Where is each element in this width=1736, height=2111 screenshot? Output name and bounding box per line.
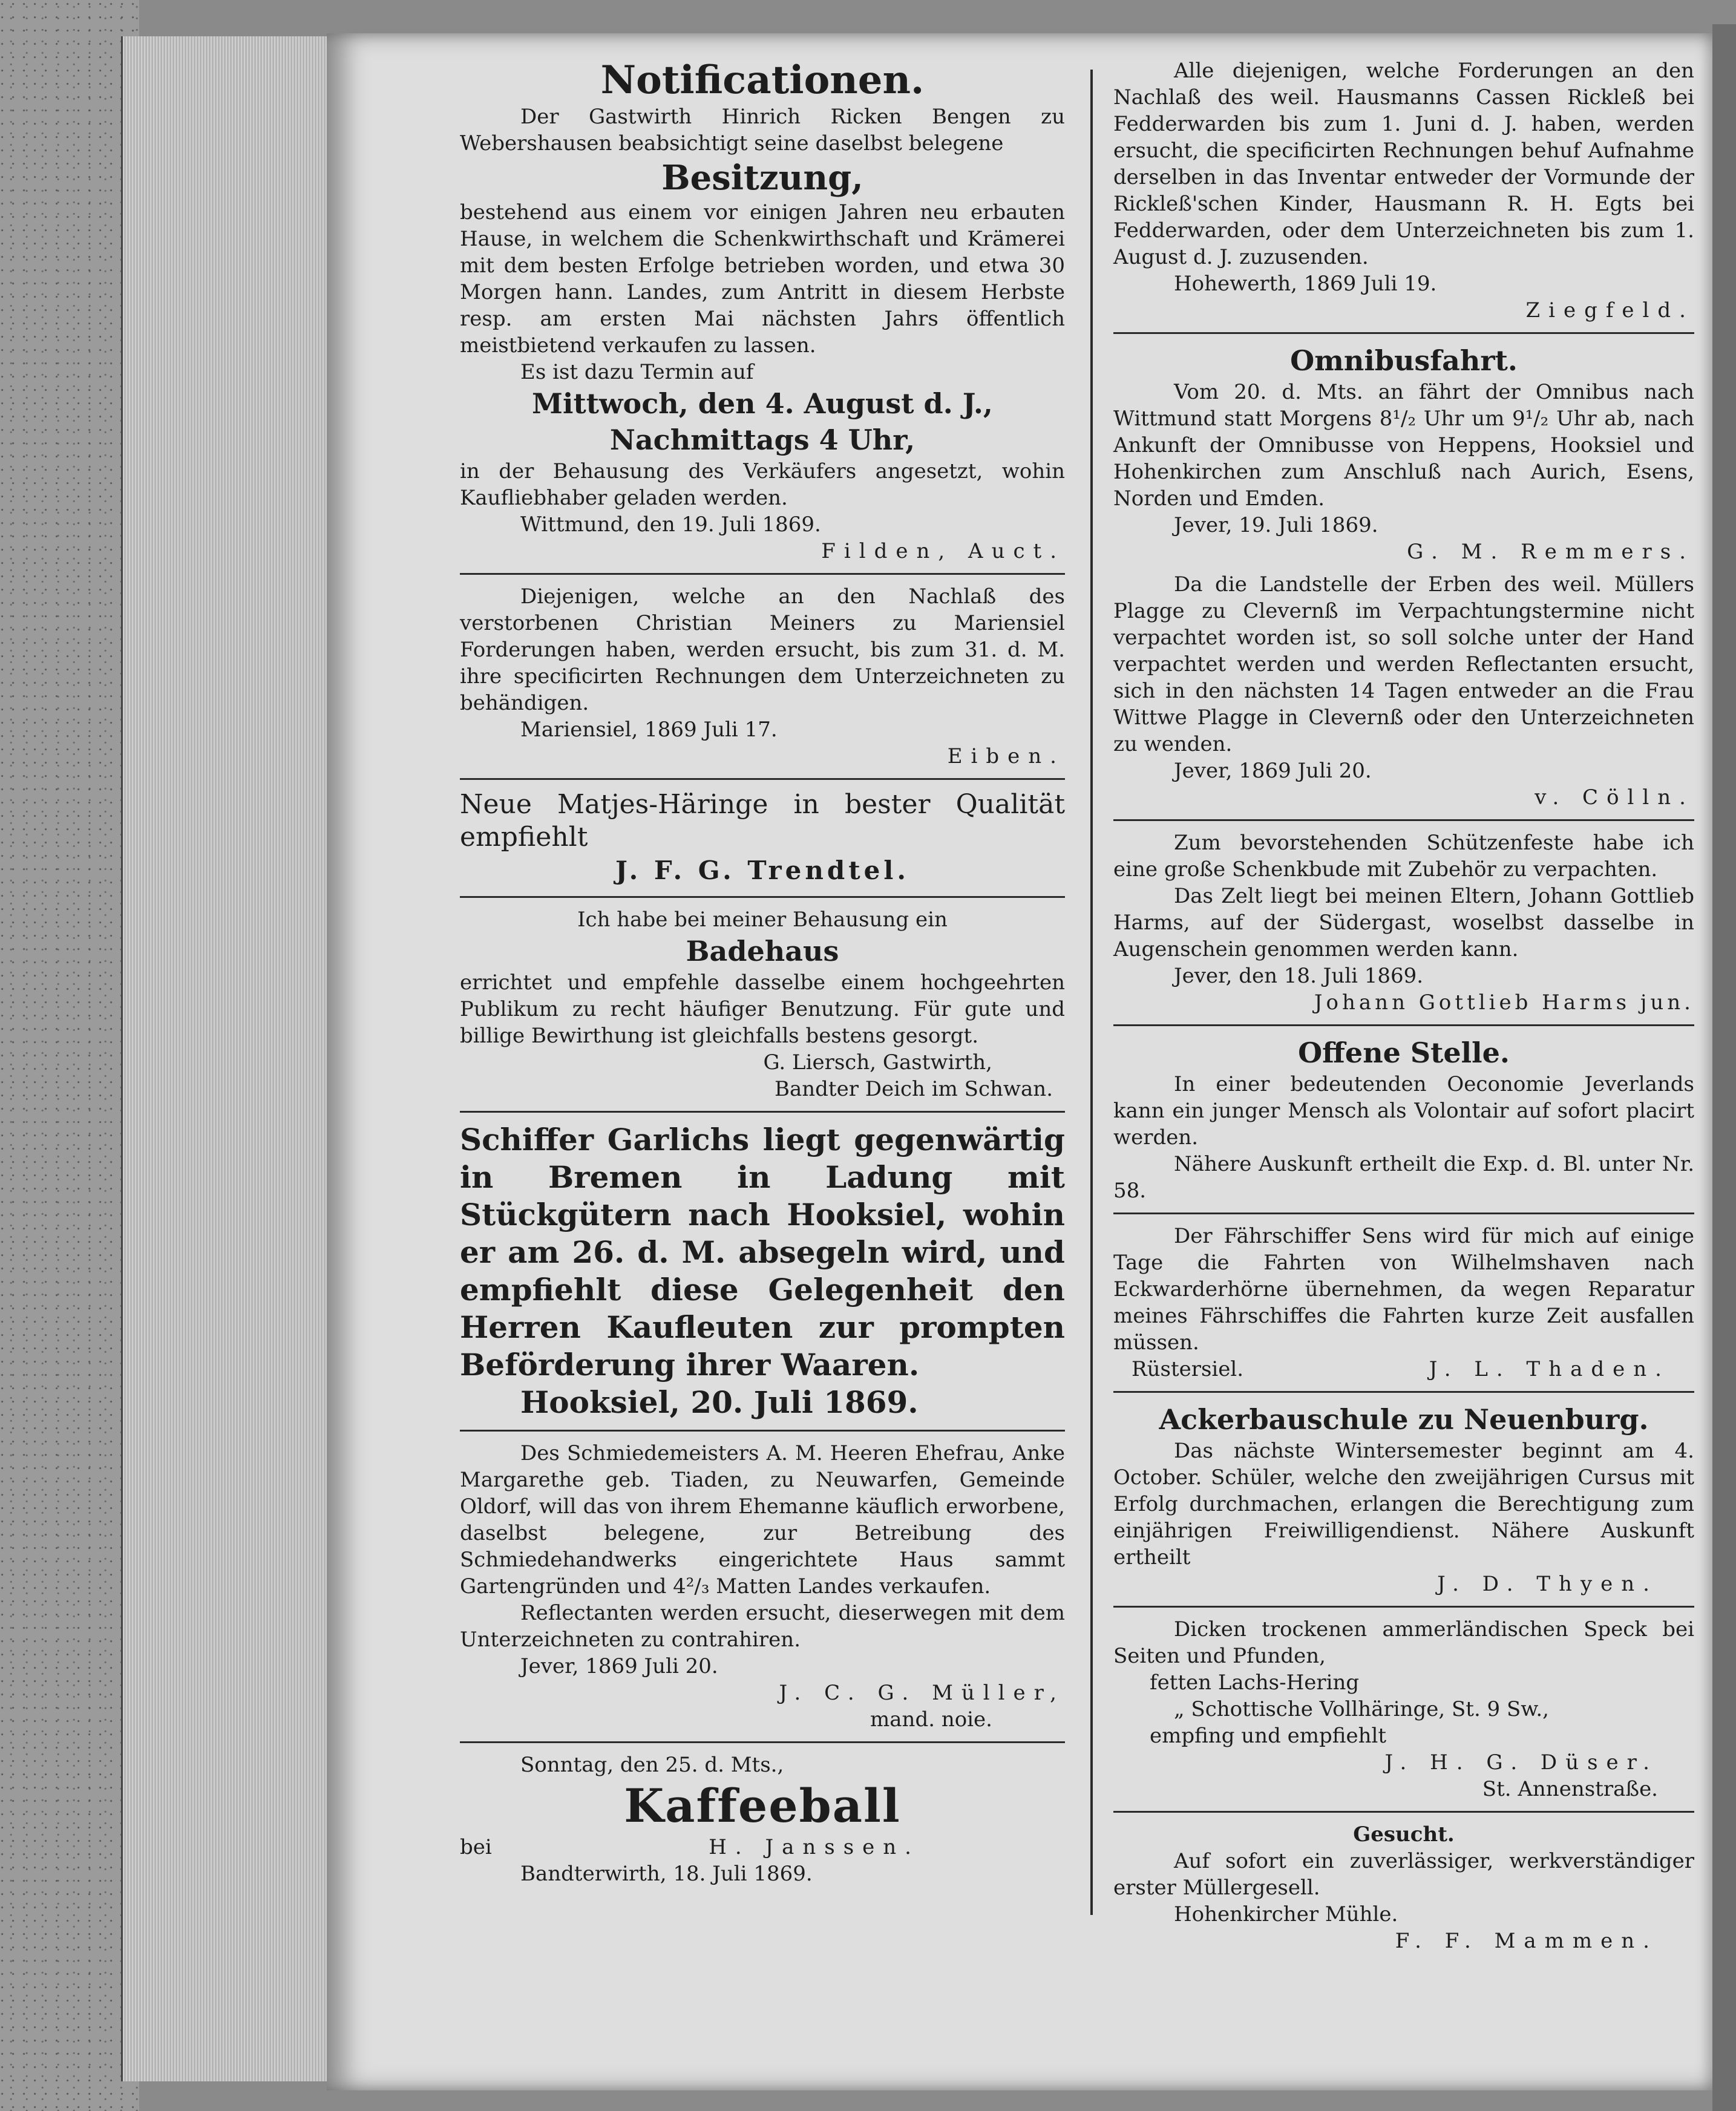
notice-body: Das nächste Wintersemester beginnt am 4. October. Schüler, welche den zweijährigen Cursus mit Erfolg durchmachen, erlangen die Berechtigung zum einjährigen Freiwilligendienst. Nähere Auskunft ertheilt [1113,1439,1694,1569]
notice-badehaus [460,906,1065,1102]
notice-intro: Sonntag, den 25. d. Mts., [520,1753,784,1777]
notice-schiffer [460,1121,1065,1421]
notice-item: „ Schottische Vollhäringe, St. 9 Sw., [1174,1697,1549,1721]
notice-ackerbauschule [1113,1401,1694,1597]
notice-dateline: Hohewerth, 1869 Juli 19. [1174,272,1437,296]
notice-body: bestehend aus einem vor einigen Jahren neu erbauten Hause, in welchem die Schenkwirthschaft und Krämerei mit dem besten Erfolge betrieben worden, und etwa 30 Morgen hann. Landes, zum Antritt in diesem Herbste resp. am ersten Mai nächsten Jahrs öffentlich meistbietend verkaufen zu lassen. [460,200,1065,358]
notice-signature-line [1113,1356,1694,1383]
notice-signature-address: Bandter Deich im Schwan. [775,1077,1053,1101]
divider [1113,819,1694,821]
notice-intro: Ich habe bei meiner Behausung ein [577,908,948,932]
notice-dateline: Bandterwirth, 18. Juli 1869. [520,1862,813,1886]
notice-body: Des Schmiedemeisters A. M. Heeren Ehefrau, Anke Margarethe geb. Tiaden, zu Neuwarfen, Gemeinde Oldorf, will das von ihrem Ehemanne käuflich erworbene, daselbst belegene, zur Betreibung des Schmiedehandwerks eingerichtete Haus sammt Gartengründen und 4²/₃ Matten Landes verkaufen. [460,1441,1065,1599]
notice-body: Diejenigen, welche an den Nachlaß des verstorbenen Christian Meiners zu Mariensiel Forderungen haben, werden ersucht, bis zum 31. d. M. ihre specificirten Rechnungen dem Unterzeichneten zu behändigen. [460,584,1065,715]
notice-heading: Ackerbauschule zu Neuenburg. [1159,1403,1649,1436]
notice-heading: Besitzung, [661,158,863,198]
notice-bei: bei [460,1835,492,1859]
notice-body: Auf sofort ein zuverlässiger, werkverständiger erster Müllergesell. [1113,1849,1694,1900]
divider [460,573,1065,575]
notice-place: Hohenkircher Mühle. [1174,1902,1398,1926]
notice-plagge [1113,571,1694,811]
notice-time: Nachmittags 4 Uhr, [609,424,915,456]
divider [460,1111,1065,1113]
notice-body: Alle diejenigen, welche Forderungen an den Nachlaß des weil. Hausmanns Cassen Rickleß bei Fedderwarden bis zum 1. Juni d. J. haben, werden ersucht, die specificirten Rechnungen behuf Aufnahme derselben in das Inventar entweder der Vormunde der Rickleß'schen Kinder, Hausmann R. H. Egts bei Fedderwarden, oder dem Unterzeichneten bis zum 1. August d. J. zuzusenden. [1113,59,1694,269]
notice-dateline: Wittmund, den 19. Juli 1869. [520,512,821,537]
column-rule [1090,70,1093,1915]
divider [1113,1606,1694,1608]
notice-signature: J. L. Thaden. [1429,1357,1670,1381]
notice-dateline: Jever, 1869 Juli 20. [520,1654,718,1678]
notice-dateline: Jever, den 18. Juli 1869. [1174,964,1424,988]
notice-item: fetten Lachs-Hering [1150,1671,1360,1695]
divider [460,778,1065,780]
notice-signature: J. H. G. Düser. [1384,1750,1658,1775]
notice-signature: Eiben. [947,744,1065,768]
notice-dateline: Jever, 19. Juli 1869. [1174,513,1378,537]
divider [1113,1391,1694,1393]
notice-signature: J. D. Thyen. [1437,1572,1658,1596]
right-column [1113,57,1694,1954]
notice-speck [1113,1616,1694,1802]
notice-body: Da die Landstelle der Erben des weil. Müllers Plagge zu Clevernß im Verpachtungstermine nicht verpachtet worden ist, so soll solche unter der Hand verpachtet werden und werden Reflectanten ersucht, sich in den nächsten 14 Tagen entweder an die Frau Wittwe Plagge in Clevernß oder den Unterzeichneten zu wenden. [1113,572,1694,756]
notice-heading: Badehaus [686,935,839,967]
notice-body: Der Fährschiffer Sens wird für mich auf einige Tage die Fahrten von Wilhelmshaven nach Eckwarderhörne übernehmen, da wegen Reparatur meines Fährschiffes die Fahrten kurze Zeit ausfallen müssen. [1113,1224,1694,1355]
notice-body: In einer bedeutenden Oeconomie Jeverlands kann ein junger Mensch als Volontair auf sofort placirt werden. [1113,1072,1694,1150]
notice-schuetzenfest [1113,830,1694,1016]
notice-gesucht [1113,1821,1694,1954]
book-cover-marbled-edge [0,0,139,2111]
notice-faehrschiffer [1113,1223,1694,1383]
notice-signature: v. Cölln. [1535,785,1694,810]
notice-rickless [1113,57,1694,324]
notice-besitzung [460,57,1065,565]
notice-signature: Filden, Auct. [821,539,1065,563]
divider [1113,1213,1694,1214]
divider [1113,1024,1694,1026]
notice-dateline: Hooksiel, 20. Juli 1869. [520,1384,919,1420]
notice-heading: Gesucht. [1353,1822,1455,1847]
notice-signature-address: St. Annenstraße. [1482,1777,1658,1801]
divider [1113,1811,1694,1813]
newspaper-page [327,33,1712,2090]
notice-heading: Omnibusfahrt. [1290,344,1518,377]
notice-signature: J. F. G. Trendtel. [615,856,909,885]
notice-body: Neue Matjes-Häringe in bester Qualität empfiehlt [460,789,1065,853]
notice-dateline: Mariensiel, 1869 Juli 17. [520,718,778,742]
notice-body: errichtet und empfehle dasselbe einem hochgeehrten Publikum zu recht häufiger Benutzung. Für gute und billige Bewirthung ist gleichfalls bestens gesorgt. [460,970,1065,1048]
section-title: Notificationen. [600,57,925,103]
notice-signature: Ziegfeld. [1525,298,1694,322]
notice-body: Zum bevorstehenden Schützenfeste habe ich eine große Schenkbude mit Zubehör zu verpachten. [1113,831,1694,882]
notice-heading: Offene Stelle. [1298,1036,1510,1069]
divider [460,1430,1065,1432]
notice-signature: G. M. Remmers. [1407,540,1694,564]
notice-meiners [460,583,1065,770]
notice-heading: Kaffeeball [624,1779,901,1833]
divider [460,896,1065,898]
notice-signature: Johann Gottlieb Harms jun. [1314,990,1694,1015]
notice-intro: Der Gastwirth Hinrich Ricken Bengen zu Webershausen beabsichtigt seine daselbst belegene [460,105,1065,155]
notice-body: Dicken trockenen ammerländischen Speck bei Seiten und Pfunden, [1113,1617,1694,1668]
page-edges-stack [121,36,329,2081]
left-column [460,57,1065,1887]
notice-matjes [460,788,1065,888]
notice-signature: F. F. Mammen. [1395,1929,1658,1953]
divider [460,1741,1065,1743]
notice-body: Schiffer Garlichs liegt gegenwärtig in Bremen in Ladung mit Stückgütern nach Hooksiel, wohin er am 26. d. M. absegeln wird, und empfiehlt diese Gelegenheit den Herren Kaufleuten zur prompten Beförderung ihrer Waaren. [460,1122,1065,1383]
notice-body: Vom 20. d. Mts. an fährt der Omnibus nach Wittmund statt Morgens 8¹/₂ Uhr um 9¹/₂ Uhr ab, nach Ankunft der Omnibusse von Heppens, Hooksiel und Hohenkirchen zum Anschluß nach Aurich, Esens, Norden und Emden. [1113,380,1694,511]
notice-kaffeeball [460,1752,1065,1887]
notice-place: Rüstersiel. [1132,1357,1244,1381]
notice-body-2: Nähere Auskunft ertheilt die Exp. d. Bl. unter Nr. 58. [1113,1152,1694,1203]
notice-signature: H. Janssen. [709,1835,920,1859]
notice-body-2: Das Zelt liegt bei meinen Eltern, Johann Gottlieb Harms, auf der Südergast, woselbst dasselbe in Augenschein genommen werden kann. [1113,884,1694,961]
divider [1113,332,1694,334]
notice-signature-line [460,1834,1065,1861]
notice-offene-stelle [1113,1035,1694,1204]
notice-omnibus [1113,342,1694,565]
notice-termin: Es ist dazu Termin auf [520,360,754,384]
notice-signature-note: mand. noie. [870,1707,992,1732]
notice-schmiede [460,1440,1065,1733]
notice-place: in der Behausung des Verkäufers angesetzt, wohin Kaufliebhaber geladen werden. [460,459,1065,510]
notice-signature: J. C. G. Müller, [779,1681,1065,1705]
notice-body-2: Reflectanten werden ersucht, dieserwegen mit dem Unterzeichneten zu contrahiren. [460,1601,1065,1652]
notice-item: empfing und empfiehlt [1150,1724,1386,1748]
notice-dateline: Jever, 1869 Juli 20. [1174,759,1372,783]
notice-signature: G. Liersch, Gastwirth, [763,1050,992,1075]
facing-page-edge [1712,24,1736,2111]
notice-date: Mittwoch, den 4. August d. J., [532,387,993,420]
